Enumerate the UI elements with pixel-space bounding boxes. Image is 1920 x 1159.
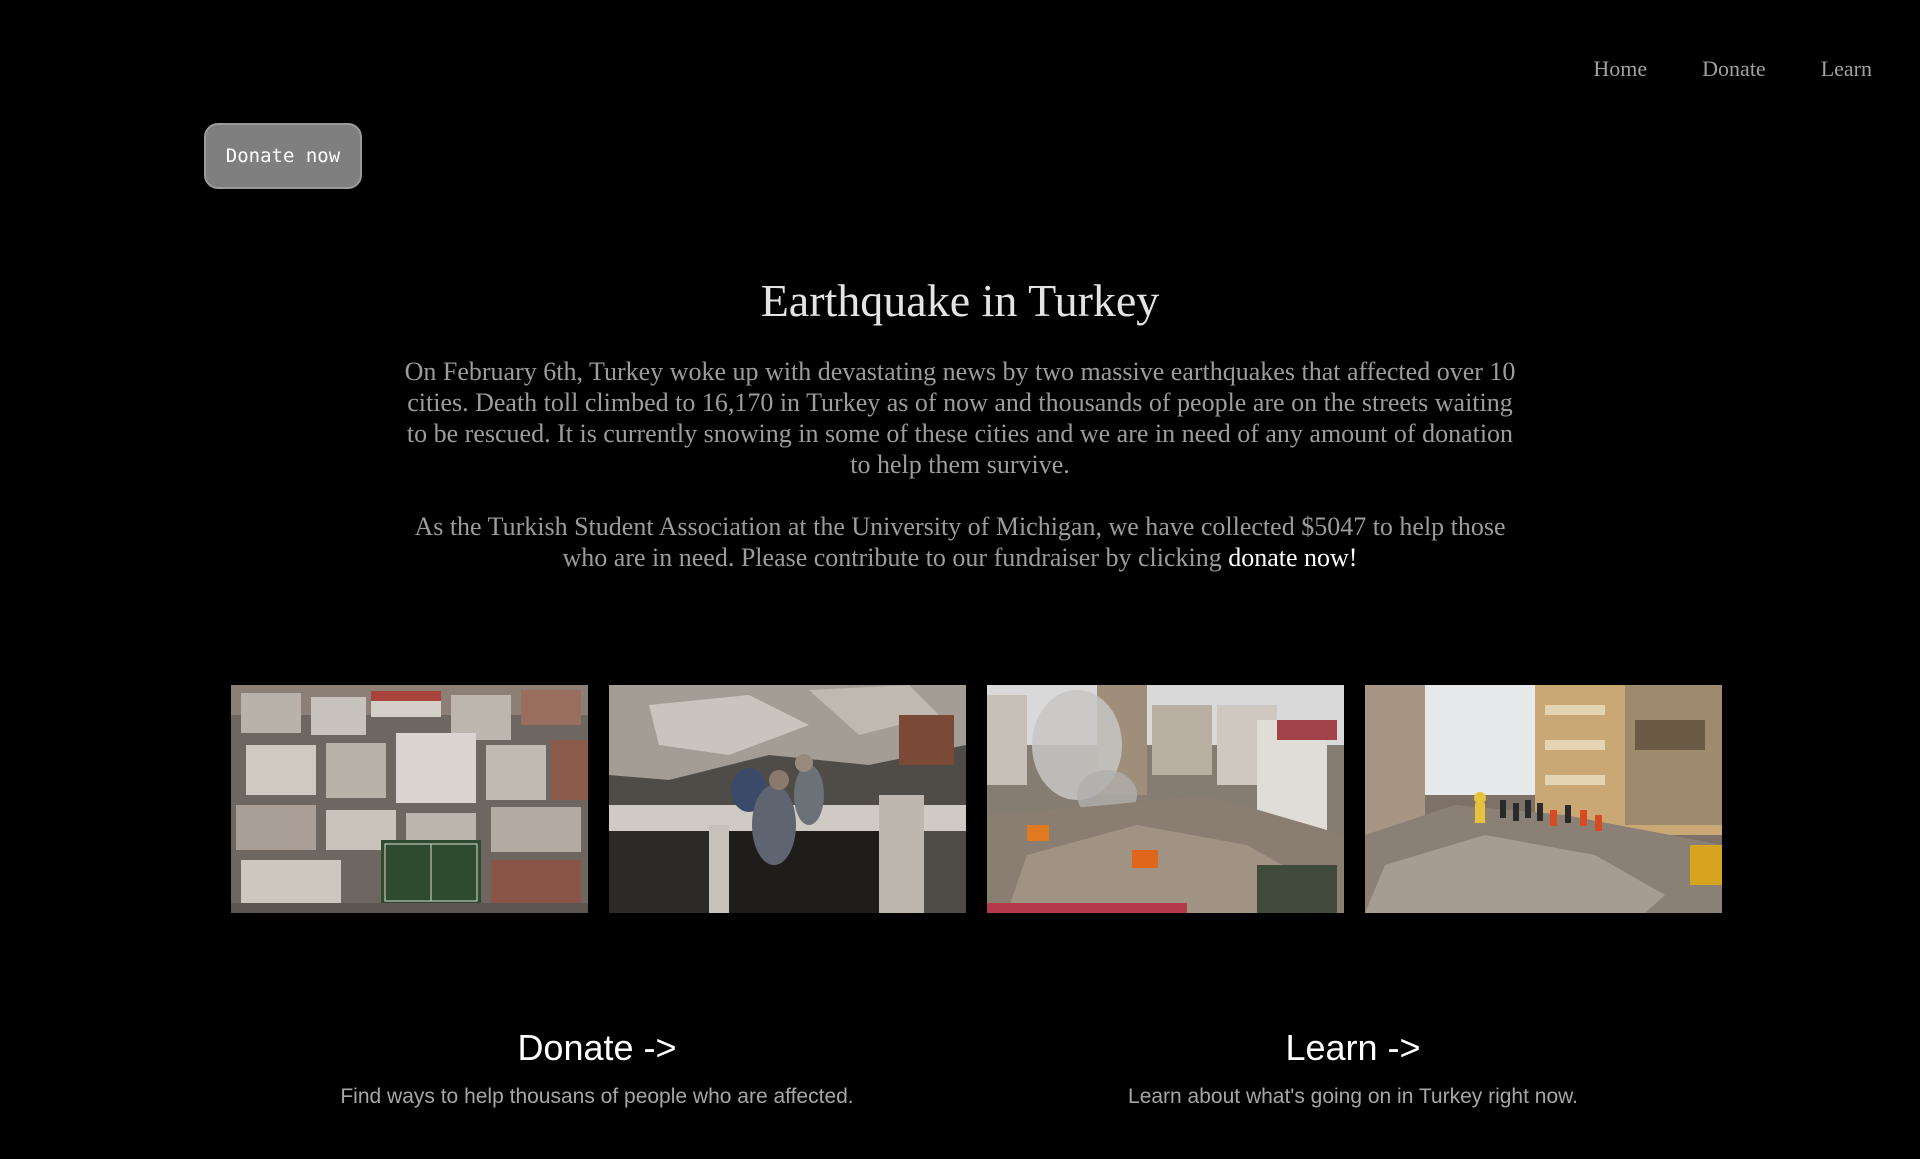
photo-gallery <box>231 685 1722 913</box>
donate-section <box>247 1025 947 1109</box>
smoke-rubble-photo <box>987 685 1344 913</box>
top-nav <box>1593 56 1872 82</box>
rescuers-rubble-photo <box>1365 685 1722 913</box>
learn-cta-description: Learn about what's going on in Turkey right now. <box>1128 1085 1578 1108</box>
donate-cta-description: Find ways to help thousans of people who are affected. <box>340 1085 854 1108</box>
aerial-view-photo <box>231 685 588 913</box>
learn-section <box>1003 1025 1703 1109</box>
donate-cta-link[interactable]: Donate -> <box>517 1027 677 1068</box>
donate-now-link[interactable]: donate now! <box>1228 543 1358 572</box>
page-title: Earthquake in Turkey <box>760 275 1160 326</box>
rescue-photo <box>609 685 966 913</box>
learn-cta-link[interactable]: Learn -> <box>1285 1027 1421 1068</box>
fundraiser-paragraph <box>400 511 1520 573</box>
fundraiser-text: As the Turkish Student Association at the University of Michigan, we have collected $5047 to help those who are in need. Please contribute to our fundraiser by clicking <box>414 512 1506 572</box>
nav-learn-link[interactable]: Learn <box>1820 56 1872 81</box>
intro-paragraph: On February 6th, Turkey woke up with devastating news by two massive earthquakes that affected over 10 cities. Death toll climbed to 16,170 in Turkey as of now and thousands of people are on the streets waiting to be rescued. It is currently snowing in some of these cities and we are in need of any amount of donation to help them survive. <box>404 357 1516 479</box>
nav-home-link[interactable]: Home <box>1593 56 1648 81</box>
nav-donate-link[interactable]: Donate <box>1702 56 1766 81</box>
donate-now-button[interactable]: Donate now <box>204 123 362 189</box>
